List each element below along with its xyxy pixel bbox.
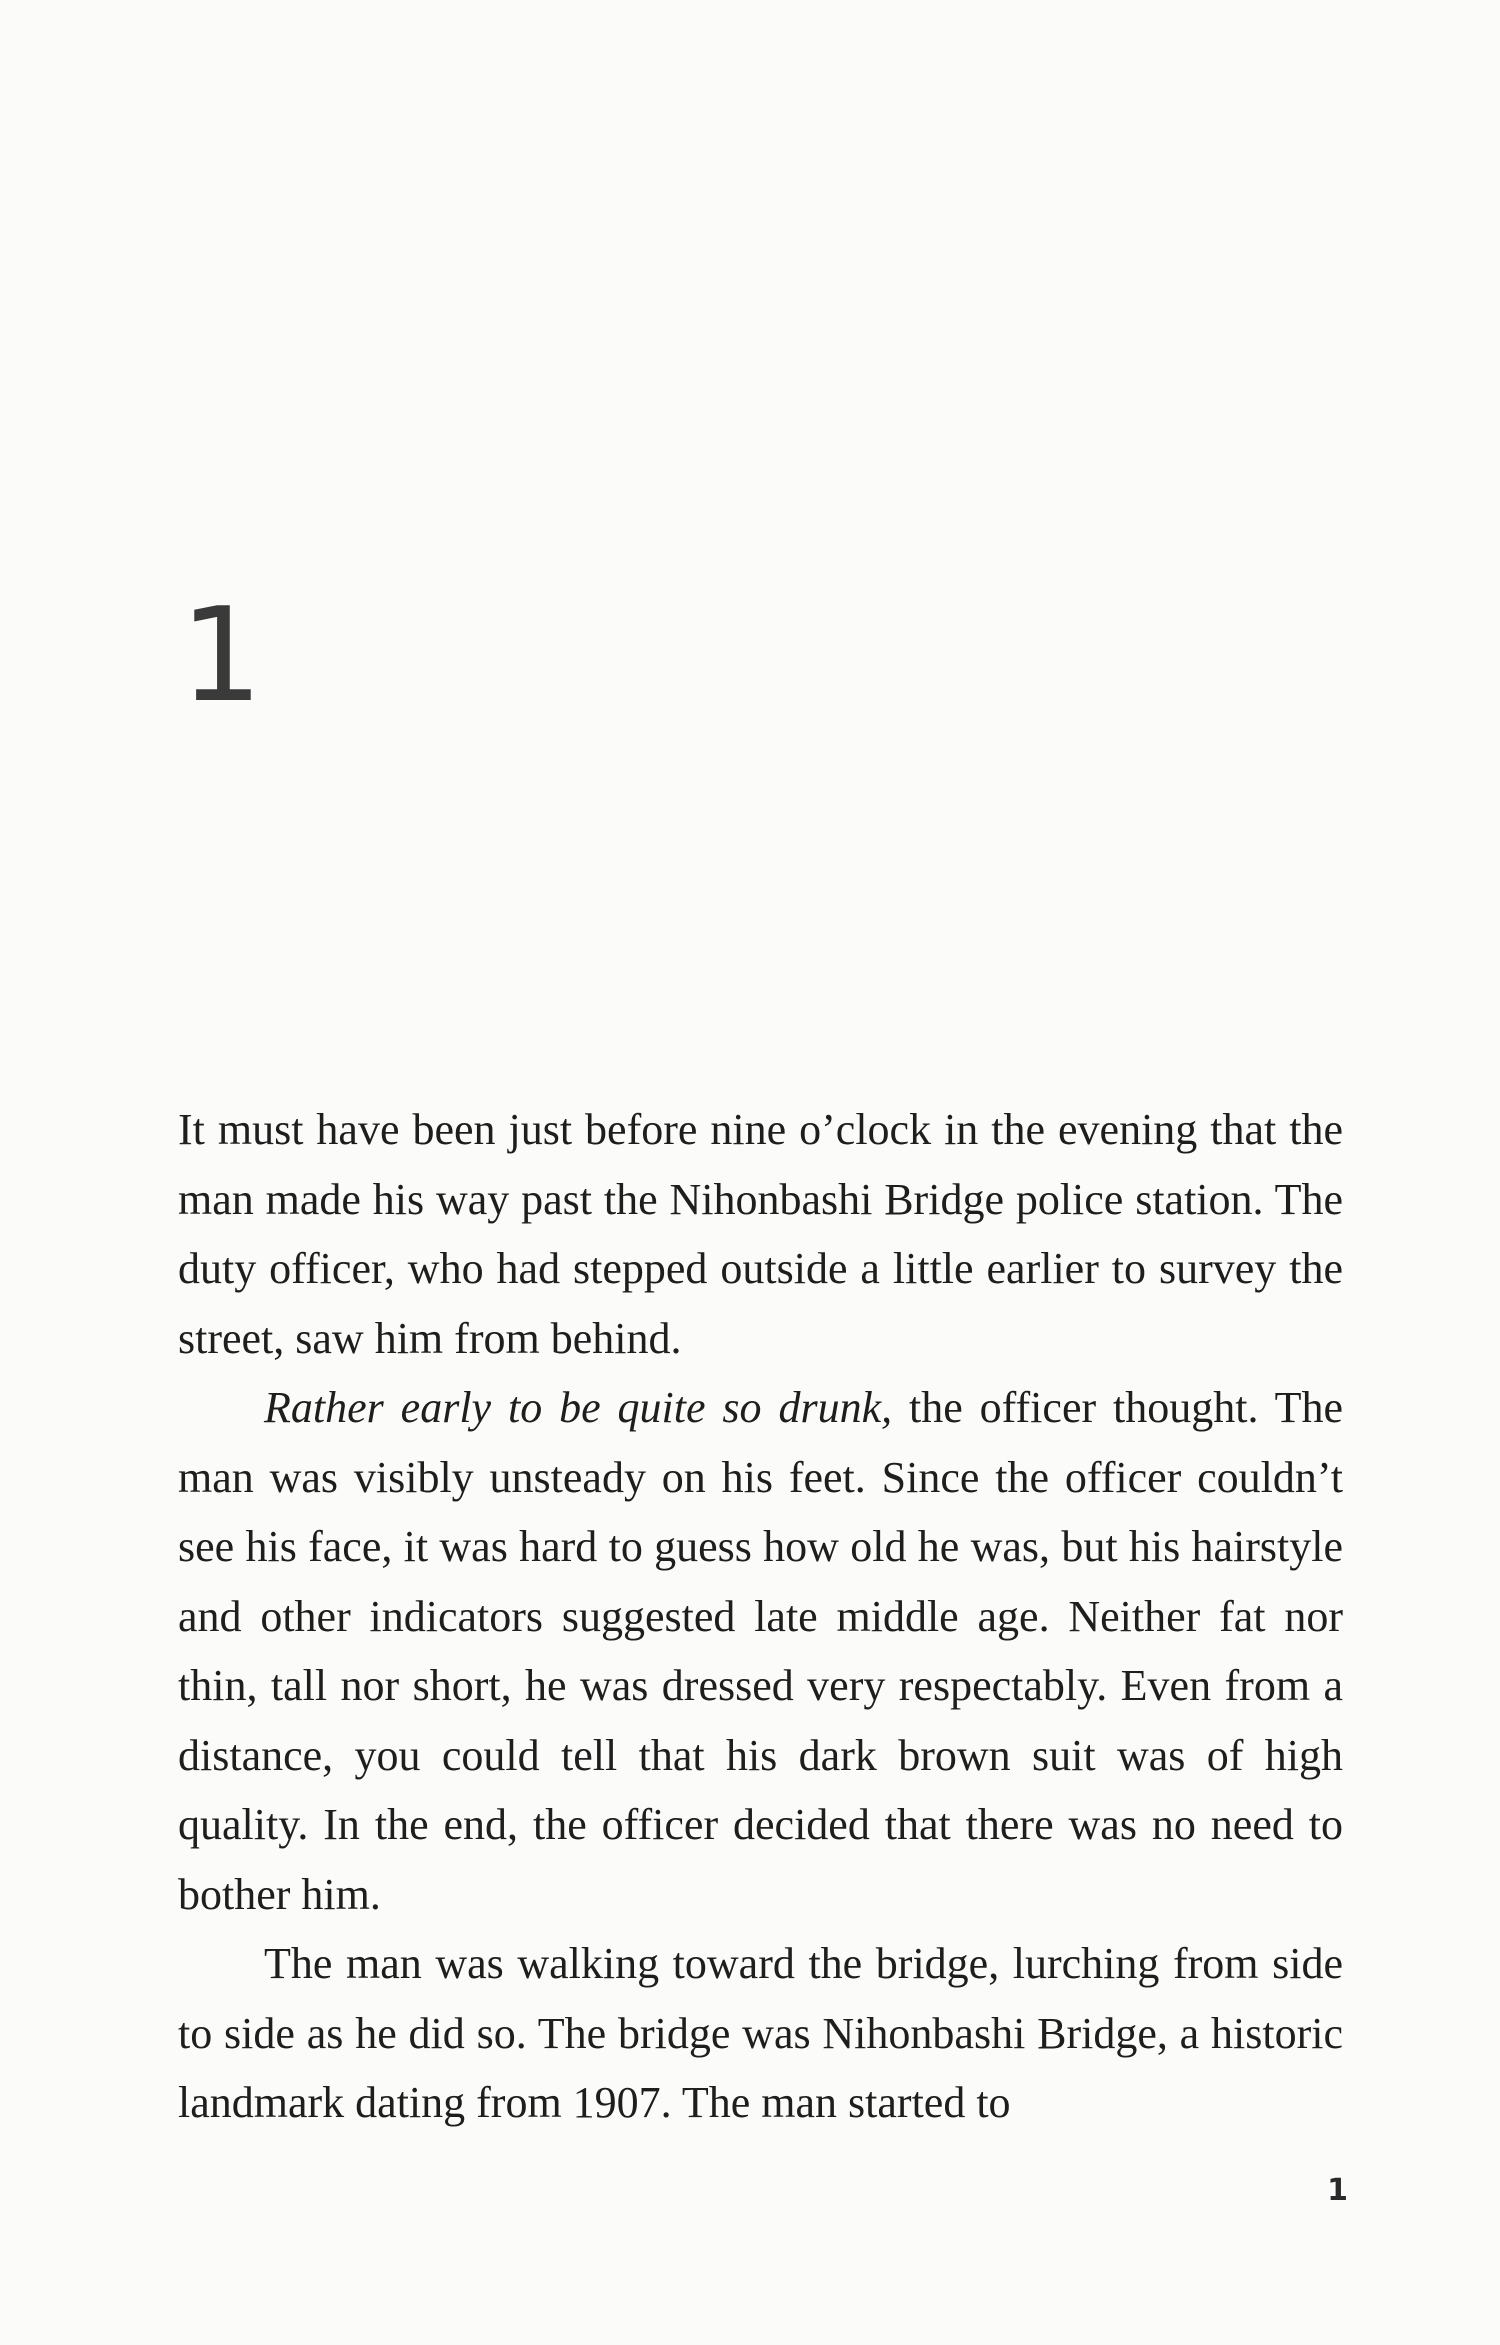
chapter-body: [178, 1095, 1343, 2138]
paragraph-2-italic: Rather early to be quite so drunk,: [264, 1383, 893, 1432]
chapter-number: 1: [180, 579, 263, 731]
page-number: 1: [1327, 2173, 1348, 2208]
paragraph-3: The man was walking toward the bridge, lurching from side to side as he did so. The bridge was Nihonbashi Bridge, a historic landmark dating from 1907. The man started to: [178, 1939, 1343, 2127]
paragraph-2: [178, 1373, 1343, 1929]
paragraph-1: It must have been just before nine o’clock in the evening that the man made his way past the Nihonbashi Bridge police station. The duty officer, who had stepped outside a little earlier to survey the street, saw him from behind.: [178, 1105, 1343, 1363]
paragraph-2-text: the officer thought. The man was visibly unsteady on his feet. Since the officer couldn’t see his face, it was hard to guess how old he was, but his hairstyle and other indicators suggested late middle age. Neither fat nor thin, tall nor short, he was dressed very respectably. Even from a distance, you could tell that his dark brown suit was of high quality. In the end, the officer decided that there was no need to bother him.: [178, 1383, 1343, 1919]
